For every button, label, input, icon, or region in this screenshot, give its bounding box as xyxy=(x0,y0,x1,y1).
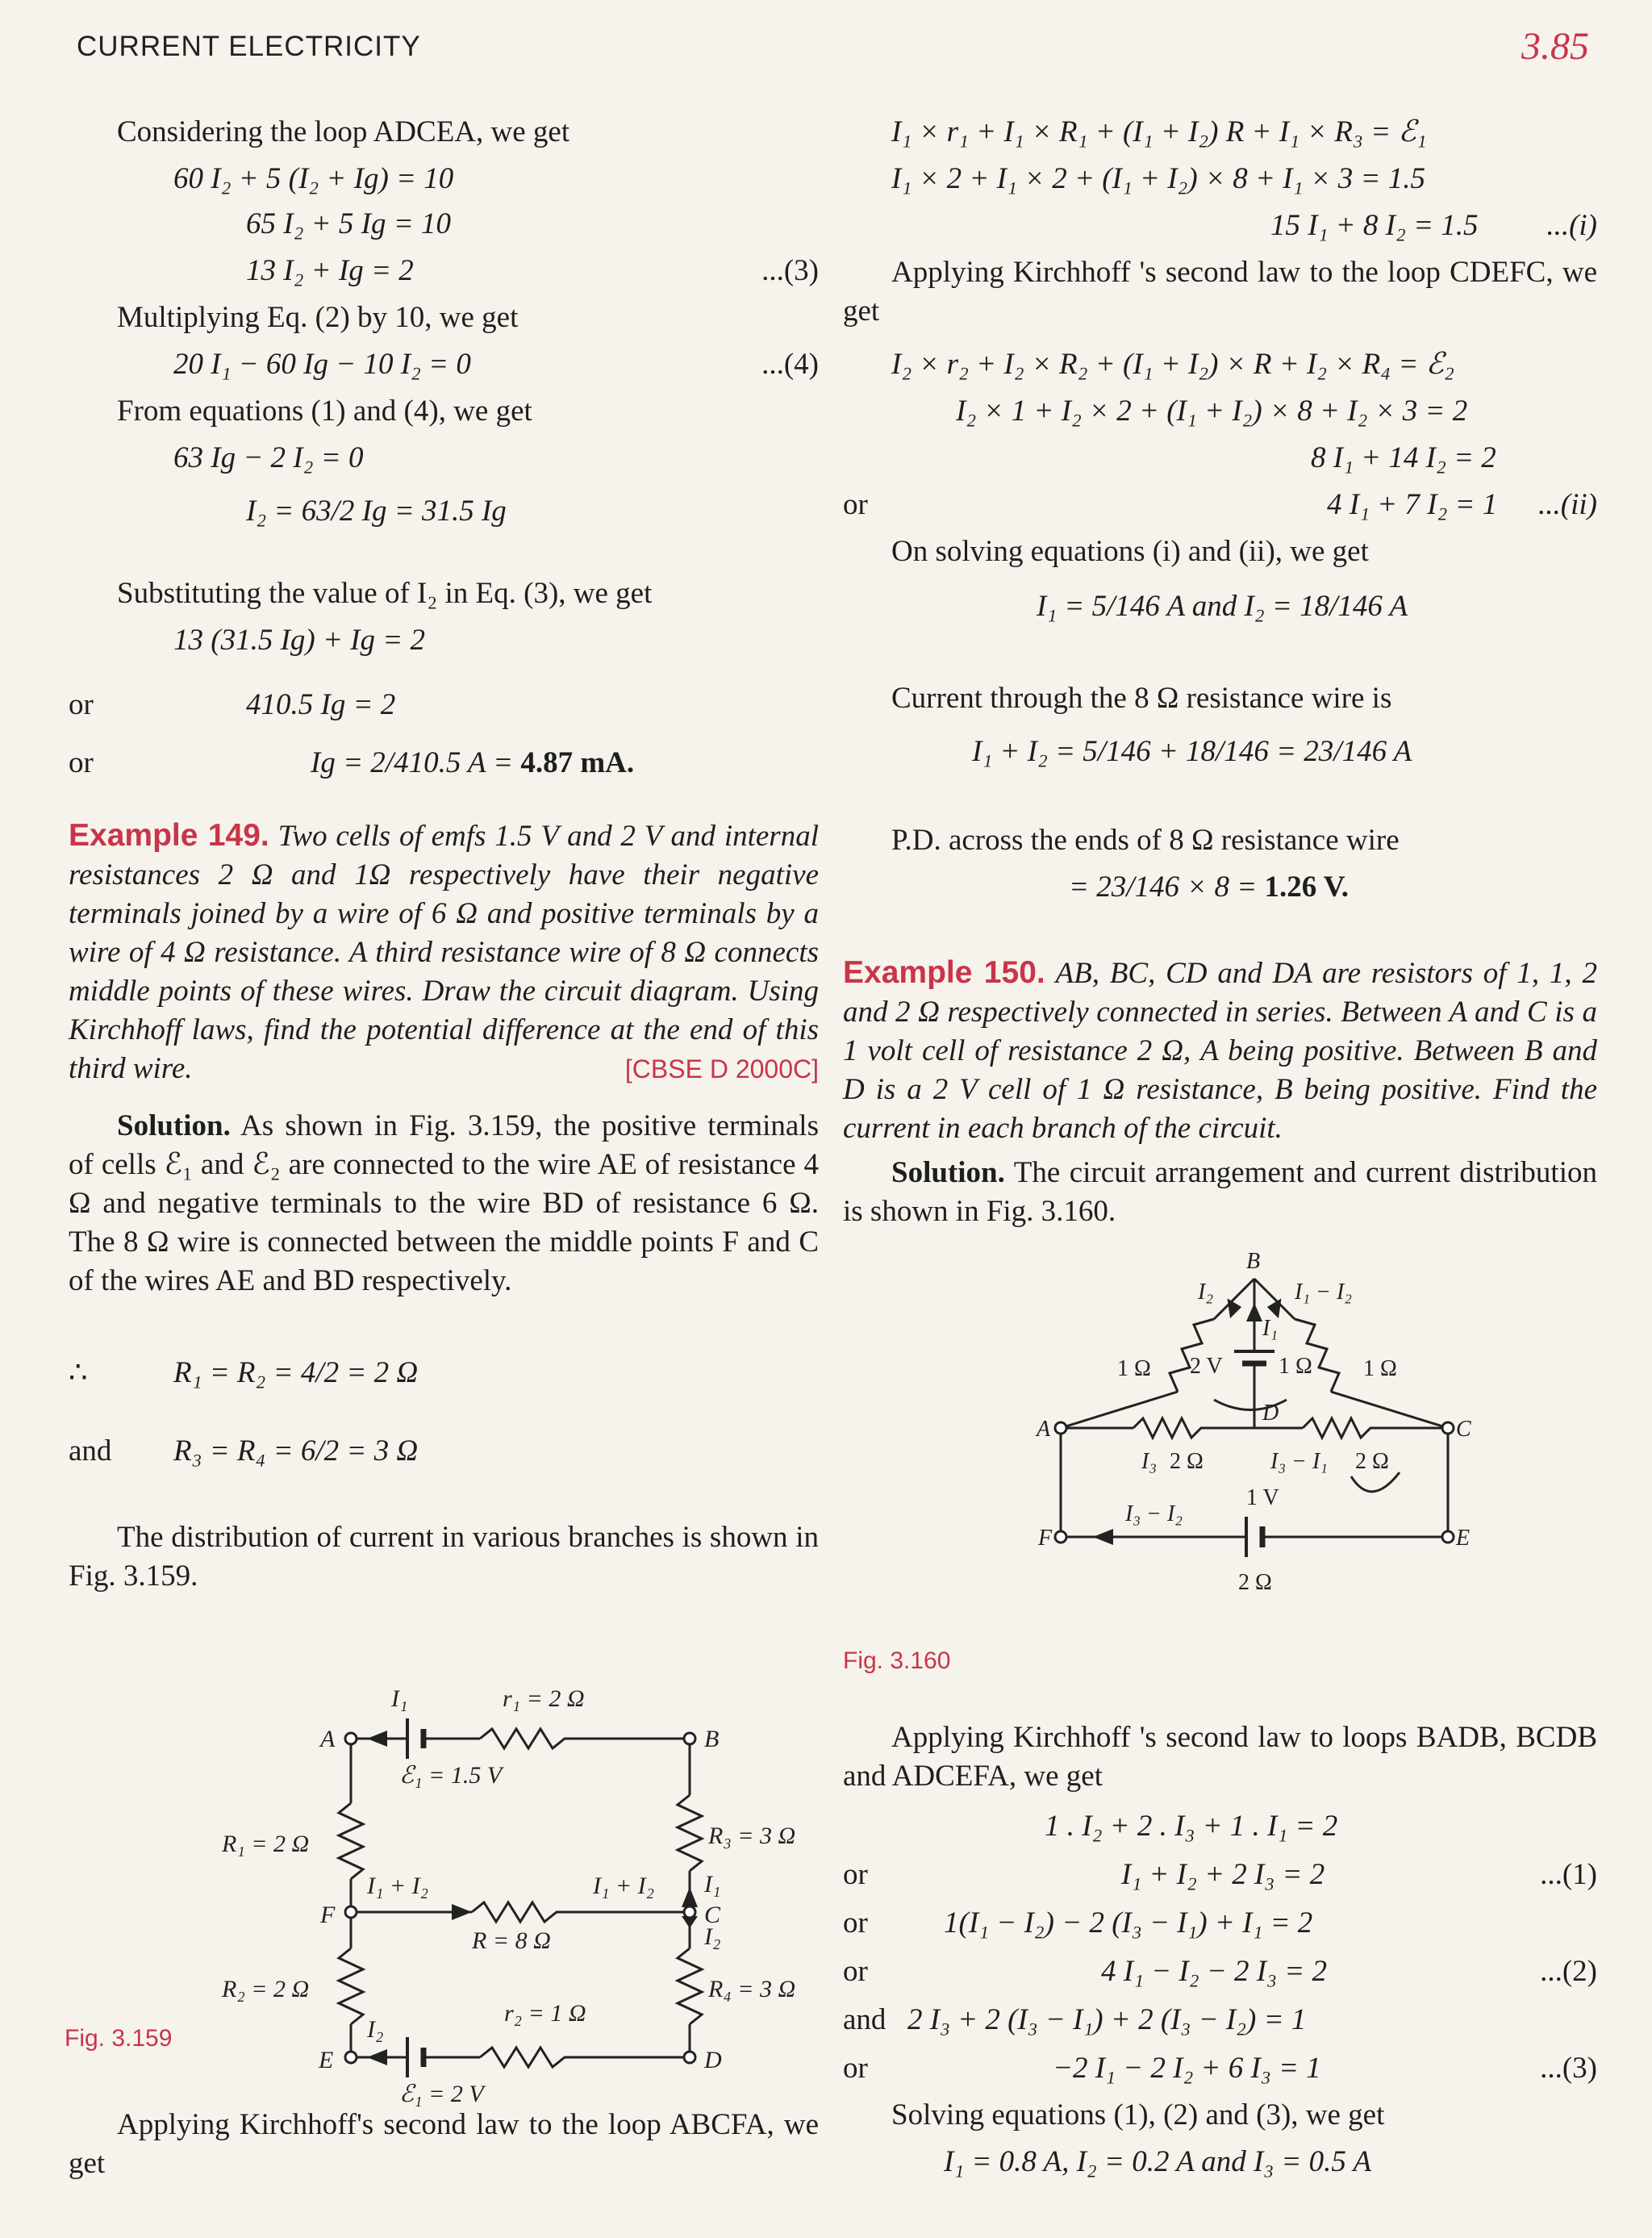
current-label: I₃ xyxy=(1141,1449,1158,1474)
example-text: Two cells of emfs 1.5 V and 2 V and internal resistances 2 Ω and 1Ω respectively have their negative terminals joined by a wire of 6 Ω and positive terminals by a wire of 4 Ω resistance. A third resistance wire of 8 Ω connects middle points of these wires. Draw the circuit diagram. Using Kirchhoff laws, find the potential difference at the end of this third wire. xyxy=(69,820,819,1085)
or-label: or xyxy=(843,1858,868,1891)
resistor-label: R = 8 Ω xyxy=(472,1927,551,1954)
equation-number: ...(ii) xyxy=(1538,488,1597,521)
solution-label: Solution. xyxy=(117,1109,231,1142)
equation: R₁ = R₂ = 4/2 = 2 Ω xyxy=(173,1356,419,1389)
node-label: C xyxy=(704,1902,721,1928)
chapter-title: CURRENT ELECTRICITY xyxy=(77,31,421,62)
equation: 63 Ig − 2 I₂ = 0 xyxy=(173,441,364,474)
solving-text: Solving equations (1), (2) and (3), we get xyxy=(891,2098,1385,2132)
citation: [CBSE D 2000C] xyxy=(624,1054,819,1084)
example-150 xyxy=(843,954,1597,1148)
or-label: or xyxy=(843,2052,868,2085)
figure-caption: Fig. 3.159 xyxy=(65,2025,173,2052)
equation-number: ...(1) xyxy=(1540,1858,1597,1891)
loop-adcea-text: Considering the loop ADCEA, we get xyxy=(117,115,570,148)
current-label: I₂ xyxy=(367,2016,384,2043)
solving-text: On solving equations (i) and (ii), we get xyxy=(891,535,1369,568)
equation: 15 I₁ + 8 I₂ = 1.5 xyxy=(1270,209,1479,242)
current-label: I₁ − I₂ xyxy=(1295,1280,1353,1305)
equation: 4 I₁ + 7 I₂ = 1 xyxy=(1327,488,1498,521)
applying-text: Applying Kirchhoff's second law to the loop ABCFA, we get xyxy=(69,2108,819,2180)
resistor-label: 2 Ω xyxy=(1355,1449,1389,1474)
equation: 20 I₁ − 60 Ig − 10 I₂ = 0 xyxy=(173,348,471,381)
equation: 65 I₂ + 5 Ig = 10 xyxy=(246,207,451,240)
node-label: B xyxy=(1246,1249,1261,1274)
resistor-label: 2 Ω xyxy=(1170,1449,1204,1474)
equation: R₃ = R₄ = 6/2 = 3 Ω xyxy=(173,1434,419,1468)
multiply-text: Multiplying Eq. (2) by 10, we get xyxy=(117,301,519,334)
resistor-label: 2 Ω xyxy=(1238,1570,1272,1595)
or-label: or xyxy=(843,488,868,521)
equation: 60 I₂ + 5 (I₂ + Ig) = 10 xyxy=(173,162,454,195)
equation: I₁ + I₂ + 2 I₃ = 2 xyxy=(1121,1858,1325,1891)
equation: 1(I₁ − I₂) − 2 (I₃ − I₁) + I₁ = 2 xyxy=(944,1906,1313,1939)
solution-149 xyxy=(69,1107,819,1301)
current-label: I₃ − I₁ xyxy=(1270,1449,1329,1474)
equation-number: ...(3) xyxy=(761,254,819,287)
from-equations-text: From equations (1) and (4), we get xyxy=(117,395,532,428)
cell-label: 2 V xyxy=(1190,1354,1223,1379)
equation: I₁ = 5/146 A and I₂ = 18/146 A xyxy=(1037,590,1408,623)
applying-loops-text: Applying Kirchhoff 's second law to loops BADB, BCDB and ADCEFA, we get xyxy=(843,1721,1597,1793)
equation-number: ...(3) xyxy=(1540,2052,1597,2085)
and-label: and xyxy=(843,2003,886,2036)
equation: 13 I₂ + Ig = 2 xyxy=(246,254,414,287)
current-label: I₂ xyxy=(1198,1280,1214,1305)
example-149 xyxy=(69,816,819,1088)
resistor-label: 1 Ω xyxy=(1363,1356,1397,1381)
figure-3-160 xyxy=(1028,1234,1480,1597)
resistor-label: R₁ = 2 Ω xyxy=(222,1831,310,1857)
equation: I₁ + I₂ = 5/146 + 18/146 = 23/146 A xyxy=(972,735,1412,768)
solution-label: Solution. xyxy=(891,1156,1005,1189)
equation: I₂ × r₂ + I₂ × R₂ + (I₁ + I₂) × R + I₂ × R₄ = ℰ₂ xyxy=(891,348,1454,381)
page-number: 3.85 xyxy=(1521,25,1589,68)
resistor-label: R₄ = 3 Ω xyxy=(708,1976,796,2002)
equation: 410.5 Ig = 2 xyxy=(246,688,396,721)
cell-label: ℰ₁ = 2 V xyxy=(399,2081,484,2107)
current-label: I₂ xyxy=(704,1923,721,1950)
node-label: A xyxy=(320,1726,336,1752)
current-label: I₁ xyxy=(704,1871,721,1898)
resistor-label: 1 Ω xyxy=(1279,1354,1312,1379)
and-label: and xyxy=(69,1434,112,1468)
component-label: r₂ = 1 Ω xyxy=(504,2000,586,2027)
pd-text: P.D. across the ends of 8 Ω resistance wire xyxy=(891,824,1400,857)
current-label: I₁ xyxy=(1262,1316,1279,1341)
current-text: Current through the 8 Ω resistance wire is xyxy=(891,682,1392,715)
node-label: A xyxy=(1037,1417,1051,1442)
current-label: I₁ + I₂ xyxy=(593,1873,655,1899)
or-label: or xyxy=(843,1955,868,1988)
current-label: I₁ + I₂ xyxy=(367,1873,429,1899)
node-label: D xyxy=(1262,1401,1279,1426)
substituting-text: Substituting the value of I₂ in Eq. (3), we get xyxy=(117,577,653,610)
equation: I₁ × 2 + I₁ × 2 + (I₁ + I₂) × 8 + I₁ × 3 = 1.5 xyxy=(891,162,1426,195)
component-label: r₁ = 2 Ω xyxy=(503,1685,585,1712)
applying-cdefc-text: Applying Kirchhoff 's second law to the loop CDEFC, we get xyxy=(843,256,1597,328)
node-label: E xyxy=(1456,1526,1471,1551)
equation: I₂ × 1 + I₂ × 2 + (I₁ + I₂) × 8 + I₂ × 3 = 2 xyxy=(956,395,1468,428)
node-label: D xyxy=(704,2047,722,2073)
current-label: I₁ xyxy=(391,1685,408,1712)
node-label: B xyxy=(704,1726,720,1752)
equation: I₂ = 63/2 Ig = 31.5 Ig xyxy=(246,495,507,528)
equation: 4 I₁ − I₂ − 2 I₃ = 2 xyxy=(1101,1955,1327,1988)
solution-150 xyxy=(843,1154,1597,1231)
equation: −2 I₁ − 2 I₂ + 6 I₃ = 1 xyxy=(1053,2052,1321,2085)
therefore-symbol: ∴ xyxy=(69,1356,88,1389)
resistor-label: 1 Ω xyxy=(1117,1356,1151,1381)
result-equation: = 23/146 × 8 = 1.26 V. xyxy=(1069,871,1349,904)
equation-number: ...(2) xyxy=(1540,1955,1597,1988)
resistor-label: R₂ = 2 Ω xyxy=(222,1976,310,2002)
or-label: or xyxy=(69,746,94,779)
resistor-label: R₃ = 3 Ω xyxy=(708,1823,796,1849)
equation: 13 (31.5 Ig) + Ig = 2 xyxy=(173,624,425,657)
equation-number: ...(4) xyxy=(761,348,819,381)
or-label: or xyxy=(843,1906,868,1939)
node-label: F xyxy=(1038,1526,1053,1551)
equation: 1 . I₂ + 2 . I₃ + 1 . I₁ = 2 xyxy=(1045,1810,1338,1843)
final-result: I₁ = 0.8 A, I₂ = 0.2 A and I₃ = 0.5 A xyxy=(944,2145,1372,2178)
equation: I₁ × r₁ + I₁ × R₁ + (I₁ + I₂) R + I₁ × R₃ = ℰ₁ xyxy=(891,115,1427,148)
solution-text: As shown in Fig. 3.159, the positive terminals of cells ℰ₁ and ℰ₂ are connected to the wire AE of resistance 4 Ω and negative terminals to the wire BD of resistance 6 Ω. The 8 Ω wire is connected between the middle points F and C of the wires AE and BD respectively. xyxy=(69,1109,819,1297)
equation: 8 I₁ + 14 I₂ = 2 xyxy=(1311,441,1496,474)
result-equation: Ig = 2/410.5 A = 4.87 mA. xyxy=(311,746,635,779)
solution-text: The circuit arrangement and current distribution is shown in Fig. 3.160. xyxy=(843,1156,1597,1228)
node-label: F xyxy=(320,1902,336,1928)
example-text: AB, BC, CD and DA are resistors of 1, 1, 2 and 2 Ω respectively connected in series. Between A and C is a 1 volt cell of resistance 2 Ω, A being positive. Between B and D is a 2 V cell of 1 Ω resistance, B being positive. Find the current in each branch of the circuit. xyxy=(843,957,1597,1145)
or-label: or xyxy=(69,688,94,721)
equation-number: ...(i) xyxy=(1546,209,1597,242)
equation: 2 I₃ + 2 (I₃ − I₁) + 2 (I₃ − I₂) = 1 xyxy=(907,2003,1307,2036)
distribution-text: The distribution of current in various branches is shown in Fig. 3.159. xyxy=(69,1521,819,1593)
current-label: I₃ − I₂ xyxy=(1125,1501,1183,1526)
node-label: E xyxy=(319,2047,334,2073)
example-label: Example 149. xyxy=(69,818,269,853)
figure-3-159 xyxy=(149,1682,796,2107)
example-label: Example 150. xyxy=(843,955,1045,990)
cell-label: ℰ₁ = 1.5 V xyxy=(399,1762,503,1789)
node-label: C xyxy=(1456,1417,1471,1442)
cell-label: 1 V xyxy=(1246,1485,1279,1510)
figure-caption: Fig. 3.160 xyxy=(843,1647,951,1674)
